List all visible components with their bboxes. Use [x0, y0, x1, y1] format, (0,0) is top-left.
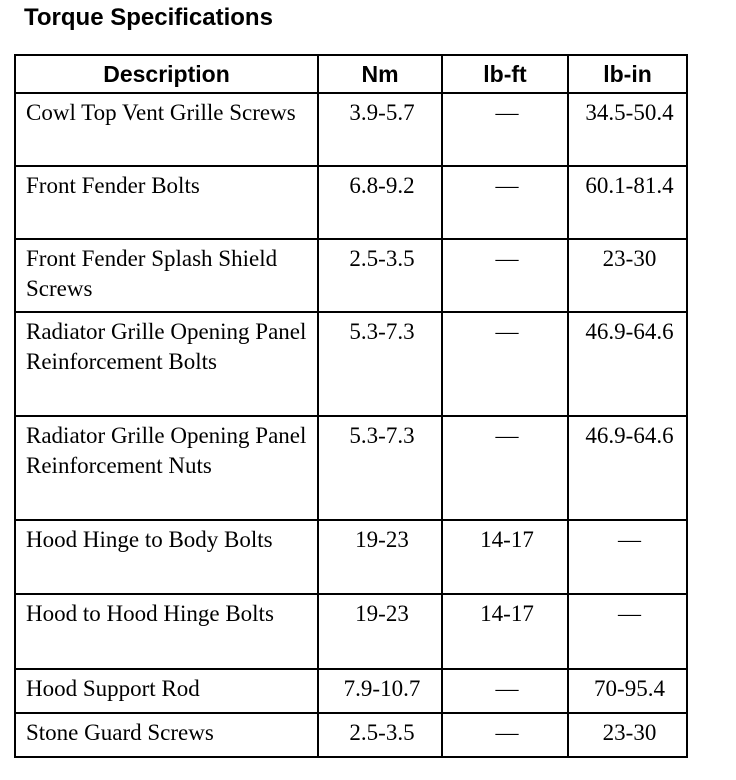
- column-header-lbft: lb-ft: [442, 55, 568, 93]
- cell-lbin: 70-95.4: [568, 669, 687, 713]
- table-row: [15, 166, 687, 239]
- table-row: [15, 594, 687, 669]
- cell-nm: 7.9-10.7: [318, 669, 442, 713]
- table-row: [15, 93, 687, 166]
- cell-lbft: —: [442, 312, 568, 416]
- cell-description: Front Fender Splash Shield Screws: [15, 239, 318, 312]
- cell-nm: 5.3-7.3: [318, 312, 442, 416]
- table-row: [15, 312, 687, 416]
- cell-lbin: 46.9-64.6: [568, 312, 687, 416]
- cell-lbft: —: [442, 166, 568, 239]
- cell-lbin: 34.5-50.4: [568, 93, 687, 166]
- column-header-lbin: lb-in: [568, 55, 687, 93]
- cell-lbft: —: [442, 239, 568, 312]
- torque-spec-table: [14, 54, 688, 758]
- table-row: [15, 416, 687, 520]
- page-title: Torque Specifications: [24, 4, 273, 31]
- cell-nm: 2.5-3.5: [318, 713, 442, 757]
- cell-lbft: —: [442, 713, 568, 757]
- cell-lbin: 46.9-64.6: [568, 416, 687, 520]
- cell-description: Radiator Grille Opening Panel Reinforcement Nuts: [15, 416, 318, 520]
- cell-lbin: —: [568, 594, 687, 669]
- cell-description: Radiator Grille Opening Panel Reinforcement Bolts: [15, 312, 318, 416]
- table-row: [15, 713, 687, 757]
- cell-lbft: 14-17: [442, 594, 568, 669]
- table-row: [15, 520, 687, 594]
- cell-lbin: 60.1-81.4: [568, 166, 687, 239]
- cell-nm: 19-23: [318, 594, 442, 669]
- column-header-nm: Nm: [318, 55, 442, 93]
- cell-lbft: 14-17: [442, 520, 568, 594]
- cell-lbft: —: [442, 416, 568, 520]
- column-header-description: Description: [15, 55, 318, 93]
- table-header-row: [15, 55, 687, 93]
- cell-description: Stone Guard Screws: [15, 713, 318, 757]
- cell-description: Hood to Hood Hinge Bolts: [15, 594, 318, 669]
- cell-nm: 19-23: [318, 520, 442, 594]
- cell-nm: 2.5-3.5: [318, 239, 442, 312]
- cell-nm: 5.3-7.3: [318, 416, 442, 520]
- cell-description: Hood Support Rod: [15, 669, 318, 713]
- cell-lbin: 23-30: [568, 239, 687, 312]
- cell-description: Front Fender Bolts: [15, 166, 318, 239]
- cell-description: Hood Hinge to Body Bolts: [15, 520, 318, 594]
- cell-nm: 3.9-5.7: [318, 93, 442, 166]
- cell-lbin: 23-30: [568, 713, 687, 757]
- cell-lbft: —: [442, 93, 568, 166]
- cell-description: Cowl Top Vent Grille Screws: [15, 93, 318, 166]
- table-row: [15, 239, 687, 312]
- cell-lbin: —: [568, 520, 687, 594]
- cell-nm: 6.8-9.2: [318, 166, 442, 239]
- cell-lbft: —: [442, 669, 568, 713]
- table-row: [15, 669, 687, 713]
